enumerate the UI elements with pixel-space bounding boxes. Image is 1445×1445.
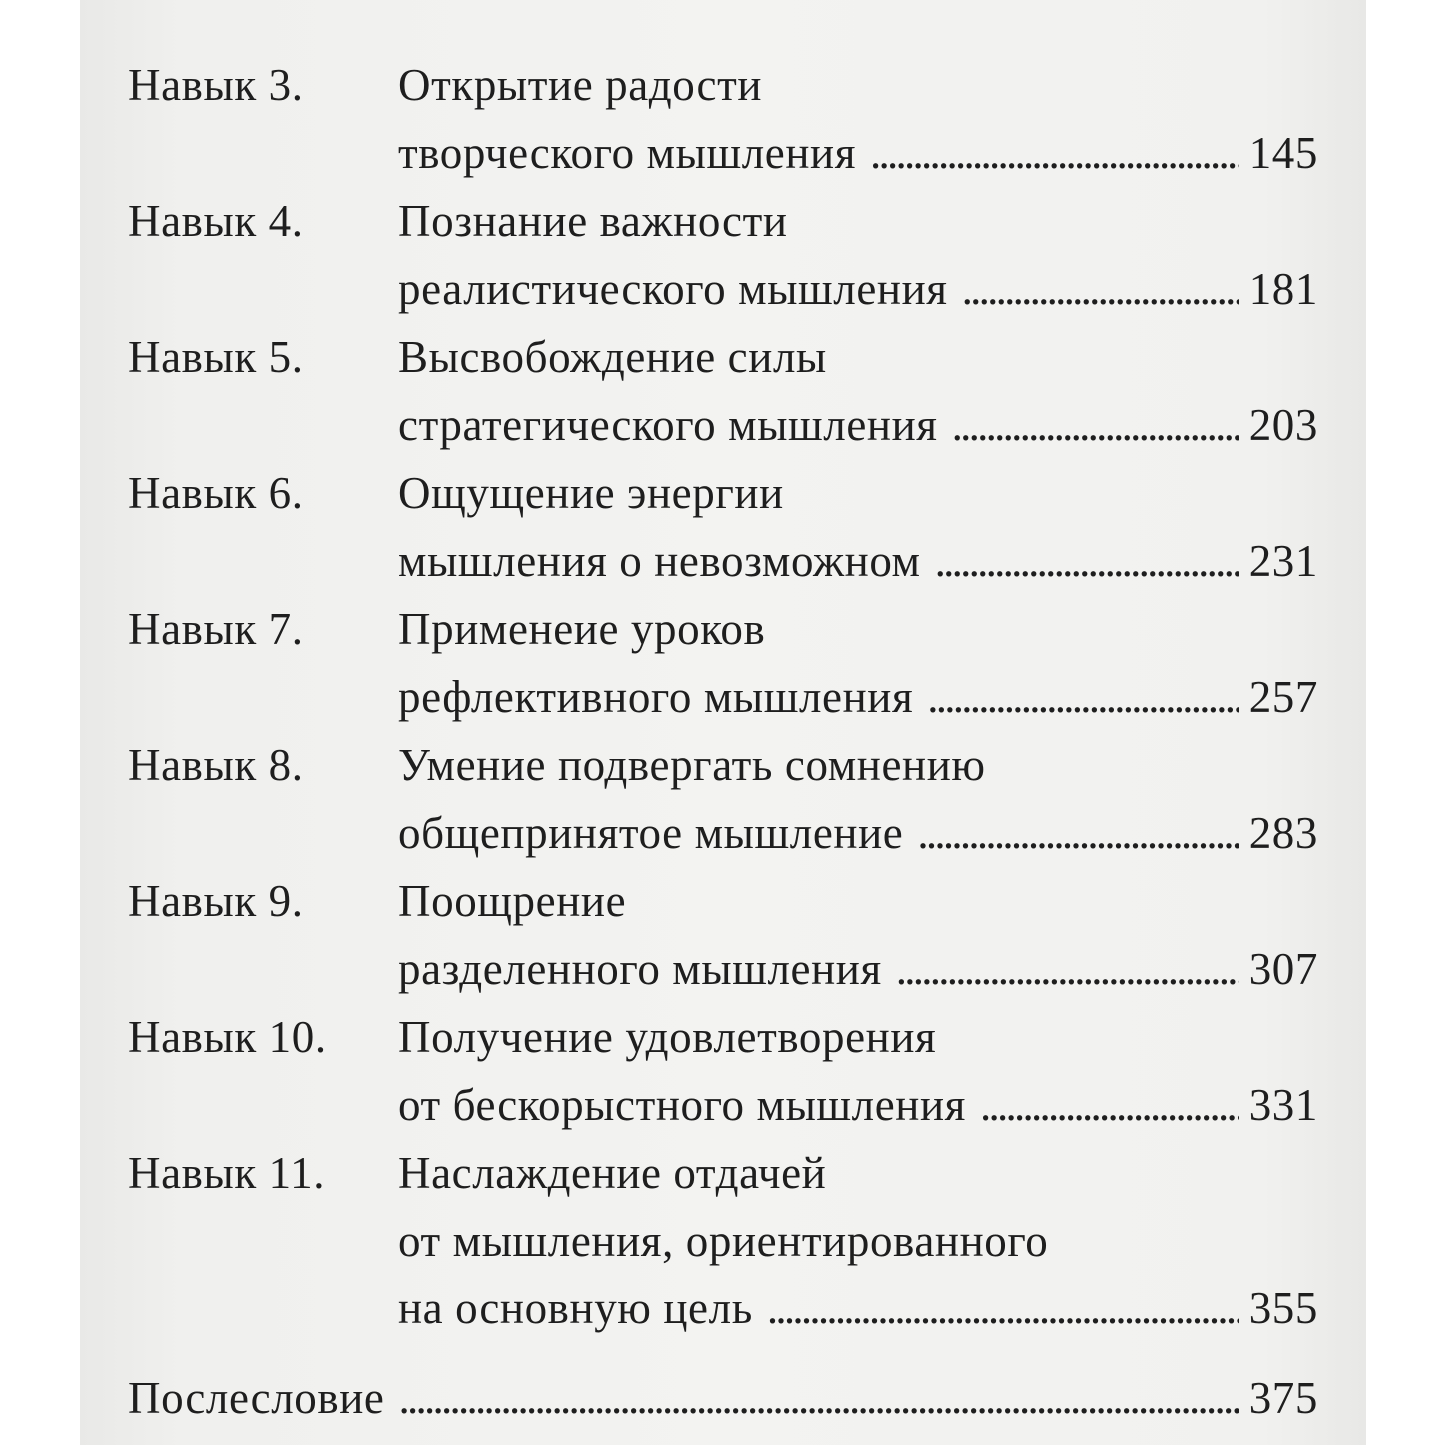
entry-title [398,596,1318,731]
table-of-contents [128,52,1318,1432]
entry-label: Навык 5. [128,332,304,382]
title-last-line [398,1275,1318,1343]
title-line: Получение удовлетворения [398,1012,937,1062]
dot-leader [870,120,1239,188]
entry-label: Навык 11. [128,1148,326,1198]
title-line: Познание важности [398,196,788,246]
title-line: Поощрение [398,876,627,926]
toc-entry-skill-7[interactable] [128,596,1318,731]
toc-entry-skill-11[interactable] [128,1140,1318,1343]
title-line: общепринятое мышление [398,807,904,858]
entry-title [398,460,1318,595]
entry-label: Навык 9. [128,876,304,926]
page-number: 145 [1248,127,1318,178]
page-number: 355 [1248,1283,1318,1333]
title-line: мышления о невозможном [398,535,921,586]
title-line: разделенного мышления [398,943,882,994]
toc-entry-skill-3[interactable] [128,52,1318,187]
entry-title [398,324,1318,459]
toc-entry-skill-4[interactable] [128,188,1318,323]
entry-label: Навык 10. [128,1012,327,1062]
title-last-line [398,392,1318,460]
title-line: от бескорыстного мышления [398,1079,966,1130]
title-line: Открытие радости [398,60,763,110]
dot-leader [896,936,1239,1004]
dot-leader [917,800,1238,868]
title-line: от мышления, ориентированного [398,1215,1049,1266]
title-line: рефлективного мышления [398,671,914,722]
title-last-line [398,664,1318,732]
entry-title [398,732,1318,867]
page-number: 283 [1248,807,1318,858]
toc-entry-skill-6[interactable] [128,460,1318,595]
toc-entry-skill-5[interactable] [128,324,1318,459]
page-number: 257 [1248,671,1318,722]
page-number: 375 [1248,1372,1318,1423]
title-line: Умение подвергать сомнению [398,740,986,790]
title-last-line [398,800,1318,868]
toc-entry-skill-10[interactable] [128,1004,1318,1139]
title-last-line [398,120,1318,188]
title-line: Ощущение энергии [398,468,784,518]
title-last-line [398,256,1318,324]
title-line: стратегического мышления [398,399,938,450]
entry-title [398,1004,1318,1139]
toc-entry-skill-8[interactable] [128,732,1318,867]
title-line: реалистического мышления [398,263,948,314]
entry-title [398,188,1318,323]
page-number: 203 [1248,399,1318,450]
entry-label: Навык 7. [128,604,304,654]
page-number: 181 [1248,263,1318,314]
entry-title [398,52,1318,187]
title-line: Высвобождение силы [398,332,827,382]
page-number: 307 [1248,943,1318,994]
page-number: 331 [1248,1079,1318,1130]
toc-entry-afterword[interactable] [128,1365,1318,1433]
dot-leader [962,256,1239,324]
entry-label: Навык 8. [128,740,304,790]
afterword-label: Послесловие [128,1372,385,1423]
title-last-line [398,1072,1318,1140]
entry-title [398,868,1318,1003]
title-line: на основную цель [398,1283,753,1333]
entry-title [398,1140,1318,1343]
title-last-line [398,528,1318,596]
title-line: Применеие уроков [398,604,766,654]
dot-leader [398,1365,1238,1433]
toc-entry-skill-9[interactable] [128,868,1318,1003]
entry-label: Навык 6. [128,468,304,518]
page-number: 231 [1248,535,1318,586]
dot-leader [927,664,1238,732]
entry-label: Навык 4. [128,196,304,246]
title-line: Наслаждение отдачей [398,1148,827,1198]
entry-label: Навык 3. [128,60,304,110]
dot-leader [935,528,1239,596]
dot-leader [767,1275,1239,1343]
dot-leader [980,1072,1239,1140]
title-line: творческого мышления [398,127,857,178]
title-last-line [398,936,1318,1004]
dot-leader [952,392,1239,460]
